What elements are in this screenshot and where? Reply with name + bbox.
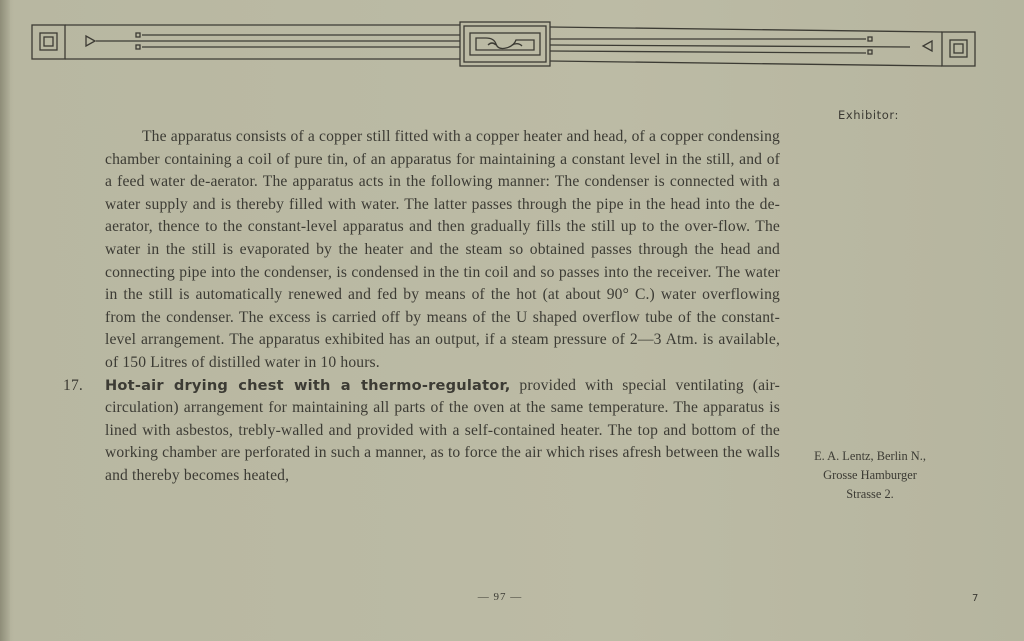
exhibitor-number-line: Strasse 2.: [846, 487, 894, 501]
item-number: 17.: [63, 376, 83, 394]
exhibitor-street-line: Grosse Hamburger: [823, 468, 917, 482]
exhibitor-address: [800, 447, 940, 504]
catalogue-item-17: [63, 375, 780, 488]
item-description: provided with special ventilating (air-circulation) arrangement for maintaining all parts of the oven at the same temperature. The apparatus is lined with asbestos, trebly-walled and provided with a self-contained heater. The top and bottom of the working chamber are perforated in such a manner, as to force the air which rises afresh between the walls and thereby becomes heated,: [105, 376, 780, 484]
apparatus-description-paragraph: The apparatus consists of a copper still fitted with a copper heater and head, of a copper condensing chamber containing a coil of pure tin, of an apparatus for maintaining a constant level in the still, and of a feed water de-aerator. The apparatus acts in the following manner: The condenser is connected with a water supply and is thereby filled with water. The latter passes through the pipe in the head into the de-aerator, thence to the constant-level apparatus and then gradually fills the still up to the over-flow. The water in the still is evaporated by the heater and the steam so obtained passes through the head and connecting pipe into the condenser, is condensed in the tin coil and so passes into the receiver. The water in the still is automatically renewed and fed by means of the hot (at about 90° C.) water overflowing from the condenser. The excess is carried off by means of the U shaped overflow tube of the constant-level arrangement. The apparatus exhibited has an output, if a steam pressure of 2—3 Atm. is available, of 150 Litres of distilled water in 10 hours.: [105, 128, 780, 371]
main-text-column: [63, 126, 780, 488]
header-ornament-graphic: [30, 20, 980, 68]
item-title: Hot-air drying chest with a thermo-regulator,: [105, 376, 511, 394]
exhibitor-column-heading: Exhibitor:: [838, 108, 899, 122]
printer-signature-mark: 7: [972, 593, 979, 604]
page-spine-shadow: [0, 0, 10, 641]
page-number: — 97 —: [477, 591, 523, 603]
exhibitor-name-line: E. A. Lentz, Berlin N.,: [814, 449, 926, 463]
header-ornament: [30, 20, 980, 68]
